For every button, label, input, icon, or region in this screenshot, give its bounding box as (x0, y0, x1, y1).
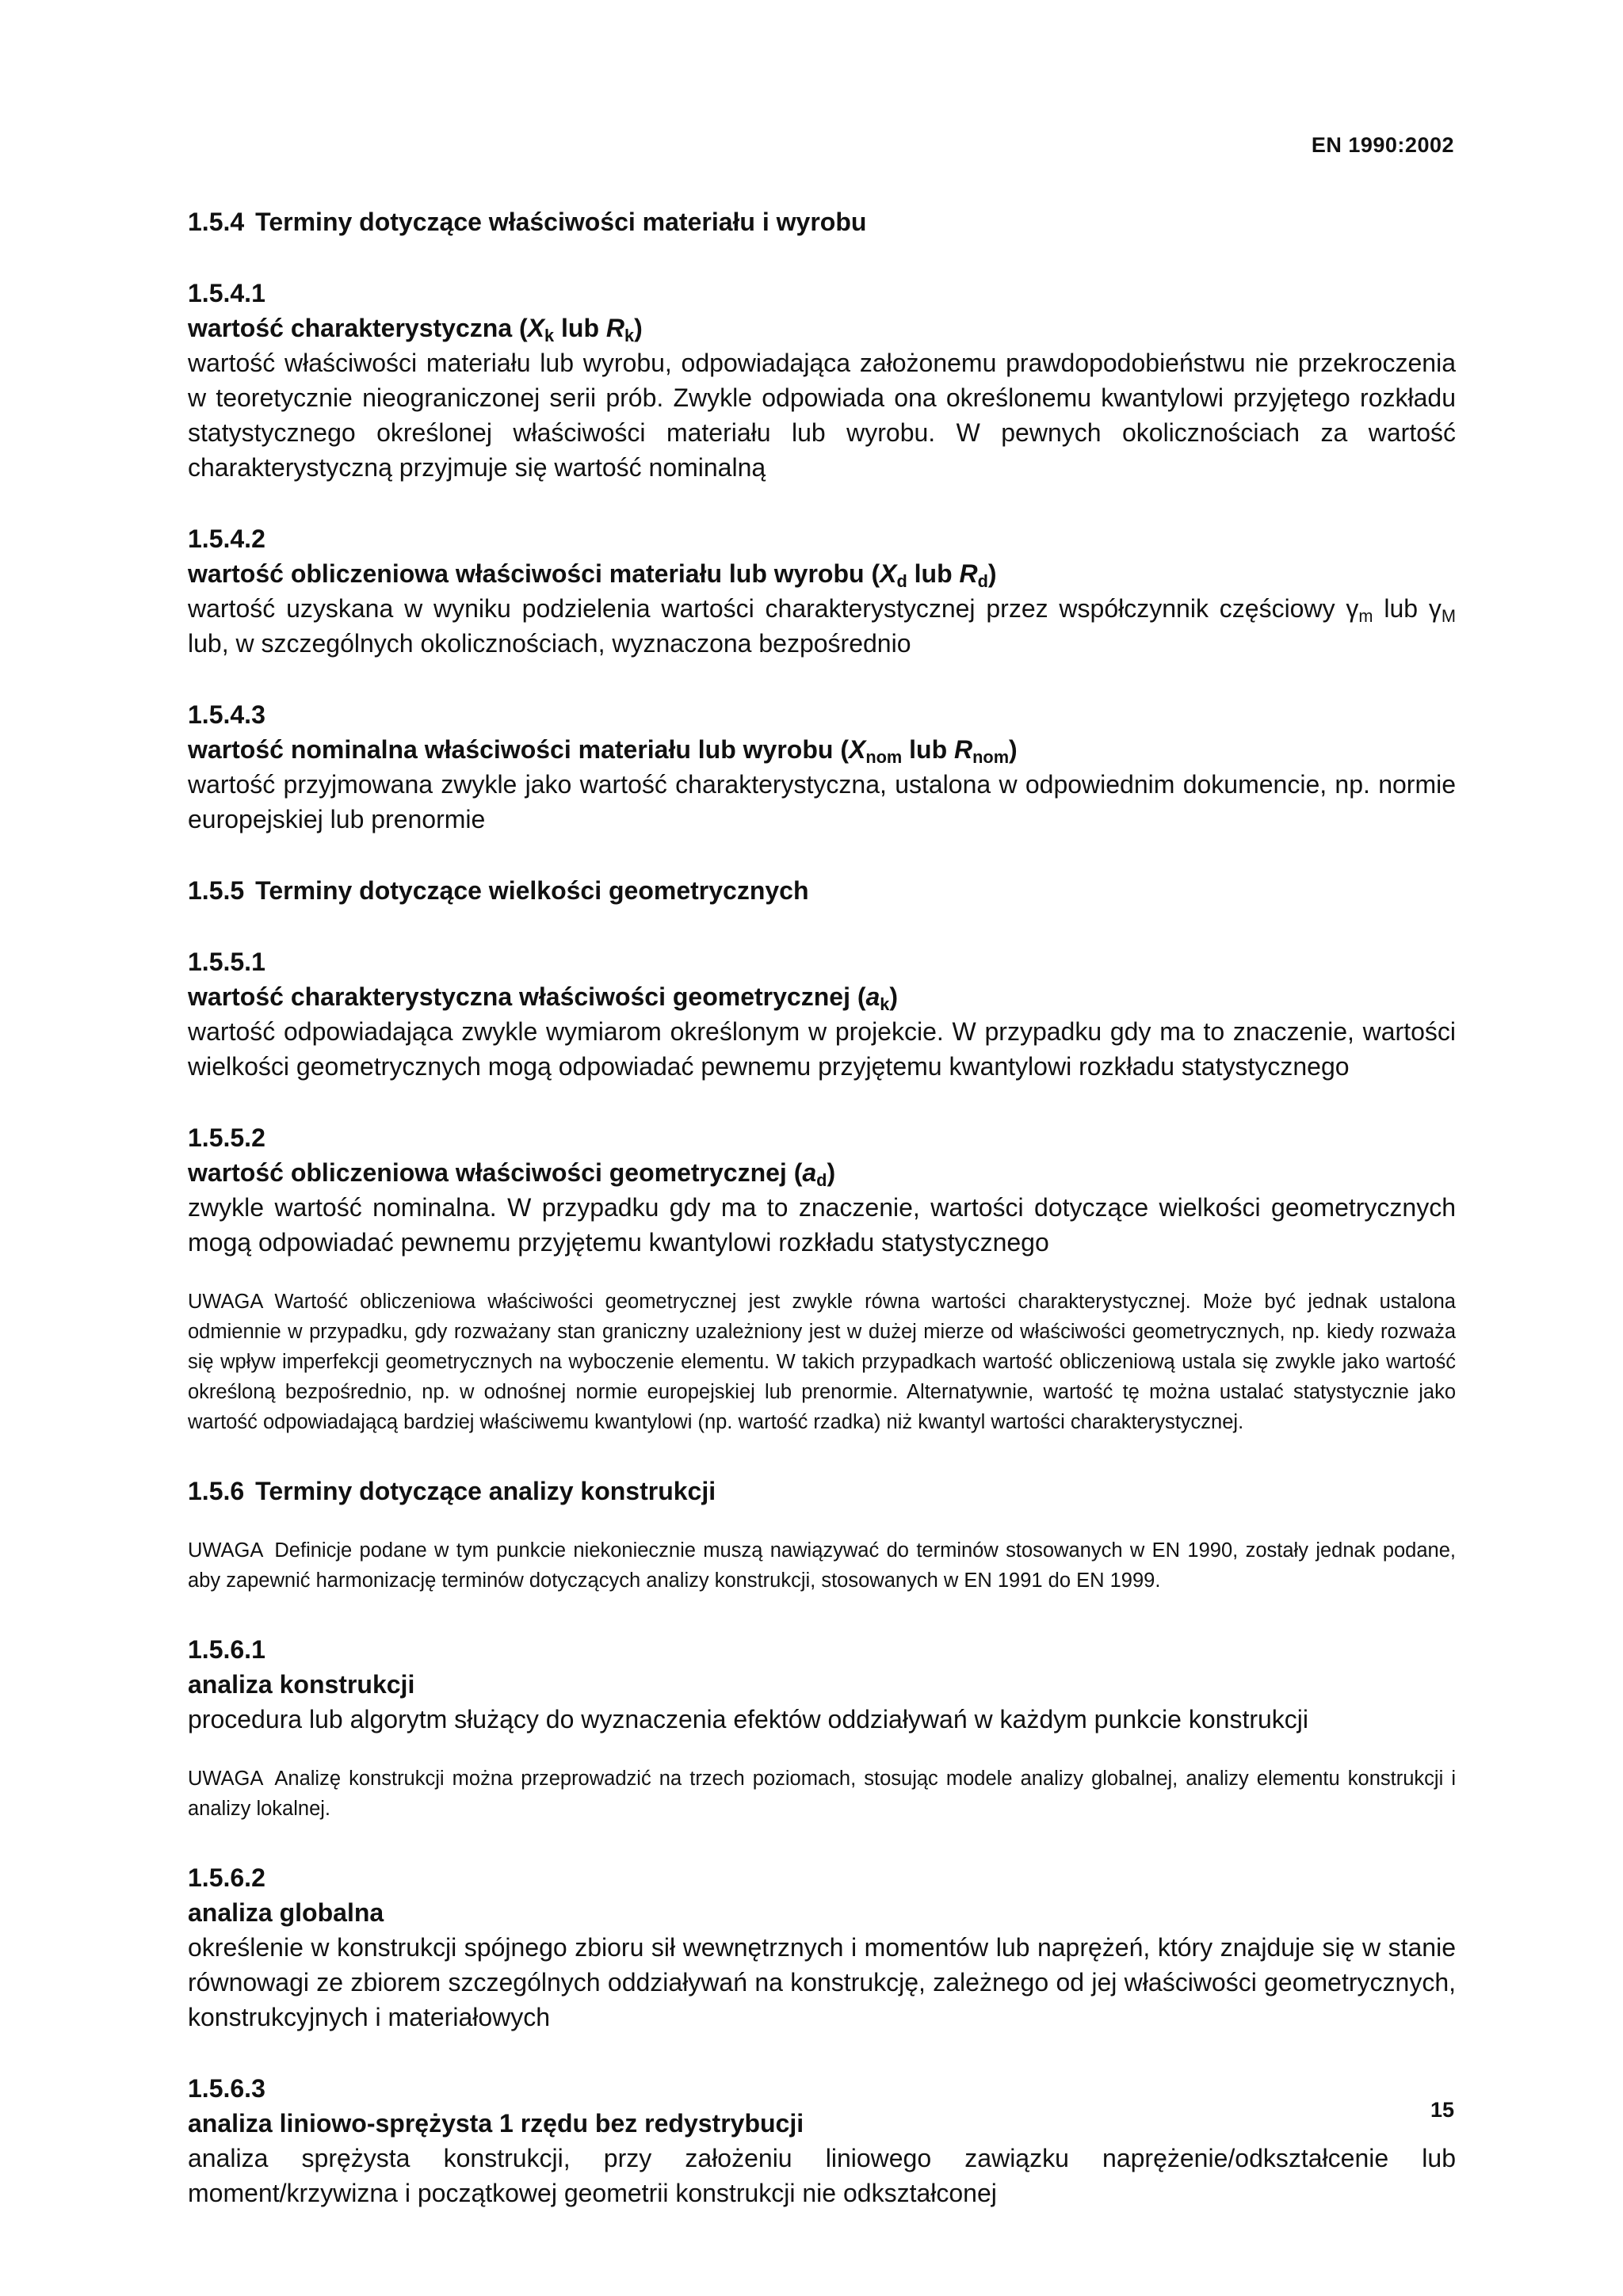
note (188, 1287, 1456, 1437)
entry-definition: wartość uzyskana w wyniku podzielenia wartości charakterystycznej przez współczynnik częściowy $\gamma_m$ lub $\gamma_M$ lub, w szczególnych okolicznościach, wyznaczona bezpośrednio (188, 594, 1457, 658)
entry-term: wartość obliczeniowa właściwości geometrycznej $(a_d)$ (188, 1158, 836, 1191)
term-entry-1-5-6-2 (188, 1860, 1456, 2035)
entry-number: 1.5.6.3 (188, 2074, 265, 2103)
note-label: UWAGA (188, 1291, 264, 1313)
note-label: UWAGA (188, 1539, 264, 1562)
term-entry-1-5-4-3 (188, 697, 1456, 837)
section-number: 1.5.6 (188, 1477, 245, 1505)
term-entry-1-5-6-1 (188, 1632, 1456, 1824)
section-title: Terminy dotyczące wielkości geometrycznych (255, 876, 809, 905)
standard-code: EN 1990:2002 (1311, 133, 1454, 157)
note-text: Wartość obliczeniowa właściwości geometrycznej jest zwykle równa wartości charakterystycznej. Może być jednak ustalona odmiennie w przypadku, gdy rozważany stan graniczny uzależniony jest w dużej mierze od właściwości geometrycznych, np. kiedy rozważa się wpływ imperfekcji geometrycznych na wyboczenie elementu. W takich przypadkach wartość obliczeniową ustala się zwykle jako wartość określoną bezpośrednio, np. w odnośnej normie europejskiej lub prenormie. Alternatywnie, wartość tę można ustalać statystycznie jako wartość odpowiadającą bardziej właściwemu kwantylowi (np. wartość rzadka) niż kwantyl wartości charakterystycznej. (188, 1291, 1456, 1433)
entry-number: 1.5.6.2 (188, 1863, 265, 1892)
term-entry-1-5-5-2 (188, 1120, 1456, 1437)
entry-definition: procedura lub algorytm służący do wyznaczenia efektów oddziaływań w każdym punkcie konstrukcji (188, 1705, 1308, 1733)
section-heading-1-5-5 (188, 873, 1456, 908)
term-entry-1-5-6-3 (188, 2071, 1456, 2210)
page-content (188, 204, 1456, 2210)
section-heading-1-5-6 (188, 1474, 1456, 1508)
note (188, 1764, 1456, 1824)
entry-term: analiza globalna (188, 1898, 384, 1927)
entry-term: analiza liniowo-sprężysta 1 rzędu bez redystrybucji (188, 2109, 804, 2138)
entry-number: 1.5.4.2 (188, 524, 265, 553)
entry-term: wartość obliczeniowa właściwości materiału lub wyrobu ($X_d$ lub $R_d$) (188, 559, 997, 592)
section-title: Terminy dotyczące analizy konstrukcji (255, 1477, 716, 1505)
gamma-symbol: γ (1346, 594, 1359, 623)
term-entry-1-5-4-1 (188, 276, 1456, 485)
note-text: Analizę konstrukcji można przeprowadzić na trzech poziomach, stosując modele analizy globalnej, analizy elementu konstrukcji i analizy lokalnej. (188, 1768, 1456, 1820)
section-number: 1.5.4 (188, 208, 245, 236)
entry-definition: określenie w konstrukcji spójnego zbioru sił wewnętrznych i momentów lub naprężeń, który znajduje się w stanie równowagi ze zbiorem szczególnych oddziaływań na konstrukcję, zależnego od jej właściwości geometrycznych, konstrukcyjnych i materiałowych (188, 1933, 1456, 2031)
gamma-symbol: γ (1428, 594, 1442, 623)
note (188, 1535, 1456, 1596)
entry-number: 1.5.6.1 (188, 1635, 265, 1664)
entry-number: 1.5.5.2 (188, 1123, 265, 1152)
note-label: UWAGA (188, 1768, 264, 1790)
entry-term: analiza konstrukcji (188, 1670, 415, 1699)
term-entry-1-5-5-1 (188, 944, 1456, 1084)
section-number: 1.5.5 (188, 876, 245, 905)
entry-definition: wartość odpowiadająca zwykle wymiarom określonym w projekcie. W przypadku gdy ma to znaczenie, wartości wielkości geometrycznych mogą odpowiadać pewnemu przyjętemu kwantylowi rozkładu statystycznego (188, 1017, 1456, 1081)
entry-definition: wartość przyjmowana zwykle jako wartość charakterystyczna, ustalona w odpowiednim dokumencie, np. normie europejskiej lub prenormie (188, 770, 1456, 833)
entry-term: wartość nominalna właściwości materiału lub wyrobu ($X_{nom}$ lub $R_{nom}$) (188, 735, 1018, 768)
section-heading-1-5-4 (188, 204, 1456, 239)
entry-number: 1.5.4.3 (188, 700, 265, 729)
entry-definition: zwykle wartość nominalna. W przypadku gdy ma to znaczenie, wartości dotyczące wielkości geometrycznych mogą odpowiadać pewnemu przyjętemu kwantylowi rozkładu statystycznego (188, 1193, 1456, 1257)
entry-term: wartość charakterystyczna ($X_k$ lub $R_k$) (188, 314, 643, 346)
entry-number: 1.5.4.1 (188, 279, 265, 307)
page-number: 15 (1430, 2098, 1454, 2122)
entry-number: 1.5.5.1 (188, 948, 265, 976)
entry-term: wartość charakterystyczna właściwości geometrycznej $(a_k)$ (188, 982, 899, 1015)
term-entry-1-5-4-2 (188, 521, 1456, 661)
section-title: Terminy dotyczące właściwości materiału i wyrobu (255, 208, 867, 236)
entry-definition: analiza sprężysta konstrukcji, przy założeniu liniowego zawiązku naprężenie/odkształcenie lub moment/krzywizna i początkowej geometrii konstrukcji nie odkształconej (188, 2144, 1456, 2207)
entry-definition: wartość właściwości materiału lub wyrobu, odpowiadająca założonemu prawdopodobieństwu nie przekroczenia w teoretycznie nieograniczonej serii prób. Zwykle odpowiada ona określonemu kwantylowi przyjętego rozkładu statystycznego określonej właściwości materiału lub wyrobu. W pewnych okolicznościach za wartość charakterystyczną przyjmuje się wartość nominalną (188, 349, 1456, 482)
note-text: Definicje podane w tym punkcie niekoniecznie muszą nawiązywać do terminów stosowanych w EN 1990, zostały jednak podane, aby zapewnić harmonizację terminów dotyczących analizy konstrukcji, stosowanych w EN 1991 do EN 1999. (188, 1539, 1456, 1592)
